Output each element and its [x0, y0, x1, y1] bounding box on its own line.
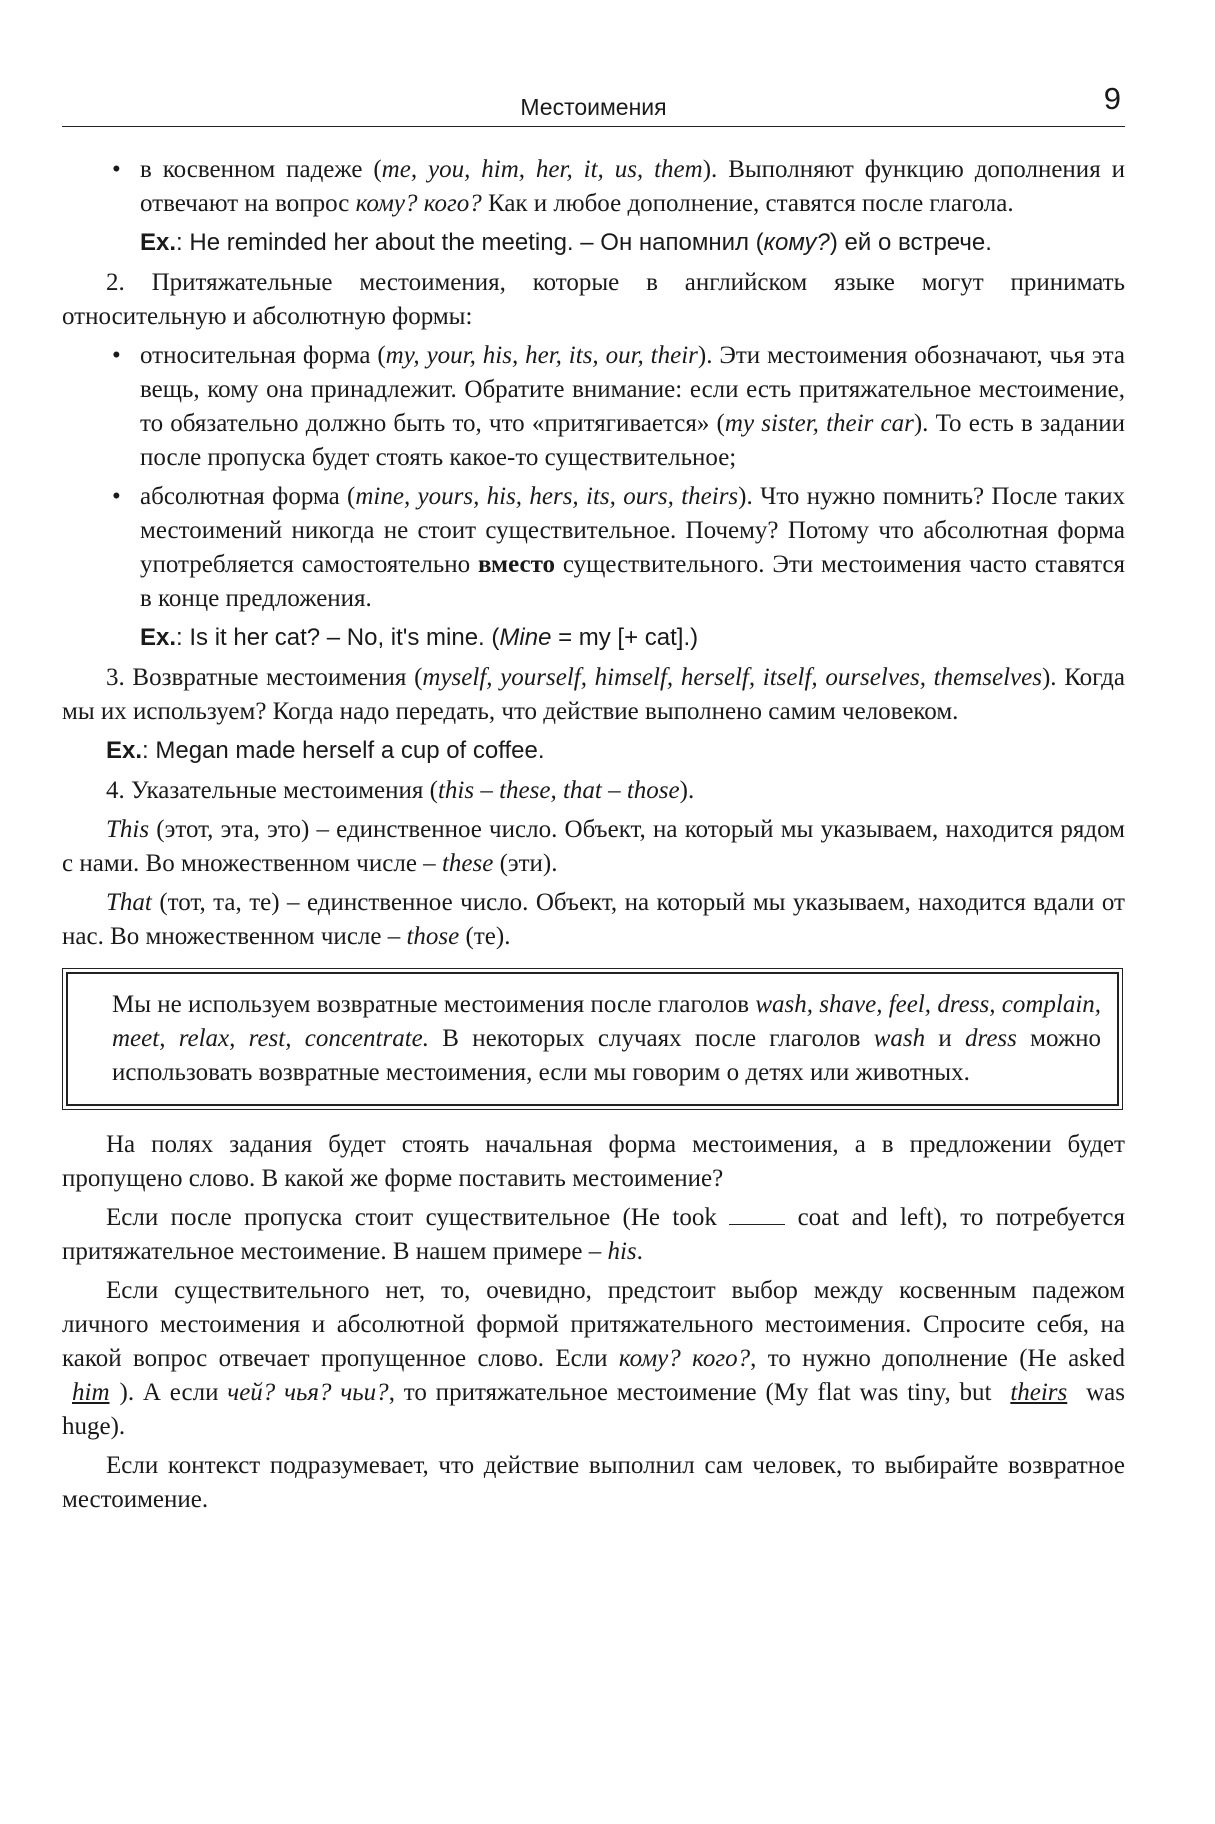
text-span: ). Что нужно помнить? После таких местоимений никогда не стоит существительное. Почему? Потому что абсолютная форма употребляется самостоятельно — [140, 483, 1125, 578]
text-span: was huge). — [62, 1379, 1125, 1440]
text-span: , то нужно дополнение (He asked — [750, 1345, 1125, 1372]
text-span: 4. Указательные местоимения ( — [106, 777, 438, 804]
italic-question: кому? кого? — [618, 1345, 751, 1372]
task-paragraph-1: На полях задания будет стоять начальная форма местоимения, а в предложении будет пропущено слово. В какой же форме поставить местоимение? — [62, 1131, 1125, 1192]
text-span: абсолютная форма ( — [140, 483, 356, 510]
text-span: (этот, эта, это) – единственное число. Объект, на который мы указываем, находится рядом с нами. Во множественном числе – — [62, 816, 1125, 877]
italic-example: my sister, their car — [724, 410, 914, 437]
text-span: В некоторых случаях после глаголов — [429, 1025, 874, 1052]
example-3 — [62, 734, 1125, 768]
italic-word: wash — [873, 1025, 926, 1052]
example-text: = my [+ cat].) — [551, 624, 699, 651]
italic-forms: me, you, him, her, it, us, them — [381, 156, 703, 183]
text-span: , то притяжательное местоимение (My flat was tiny, but — [388, 1379, 1001, 1406]
bullet-objective-case — [62, 153, 1125, 221]
text-span: существительного. Эти местоимения часто ставятся в конце предложения. — [140, 551, 1125, 612]
example-text: : Is it her cat? – No, it's mine. ( — [176, 624, 500, 651]
running-title: Местоимения — [520, 94, 667, 120]
filled-blank: theirs — [1010, 1379, 1068, 1406]
note-text — [112, 988, 1101, 1090]
text-span: 3. Возвратные местоимения ( — [106, 664, 423, 691]
note-box — [66, 972, 1119, 1106]
italic-word: Mine — [499, 624, 552, 651]
that-paragraph — [62, 886, 1125, 954]
blank-line — [729, 1202, 785, 1225]
example-label: Ex. — [140, 624, 177, 651]
text-span: ). Эти местоимения обозначают, чья эта вещь, кому она принадлежит. Обратите внимание: если есть притяжательное местоимение, то обязательно должно быть то, что «притягивается» ( — [140, 342, 1125, 437]
text-span: . — [636, 1238, 643, 1265]
text-span: (тот, та, те) – единственное число. Объект, на который мы указываем, находится вдали от нас. Во множественном числе – — [62, 889, 1125, 950]
text-span: ). А если — [119, 1379, 228, 1406]
text-span: (эти). — [493, 850, 558, 877]
italic-forms: mine, yours, his, hers, its, ours, theirs — [355, 483, 739, 510]
bullet-icon: • — [112, 156, 121, 183]
italic-word: those — [406, 923, 460, 950]
example-label: Ex. — [106, 737, 143, 764]
text-span: в косвенном падеже ( — [140, 156, 382, 183]
text-span: и — [925, 1025, 966, 1052]
example-1 — [62, 226, 1125, 260]
text-span: coat and left), то потребуется притяжательное местоимение. В нашем примере – — [62, 1204, 1125, 1265]
text-span: (те). — [459, 923, 511, 950]
this-paragraph — [62, 813, 1125, 881]
italic-word: dress — [965, 1025, 1017, 1052]
section-4-demonstrative — [62, 774, 1125, 808]
example-2 — [62, 621, 1125, 655]
example-text: ) ей о встрече. — [829, 229, 992, 256]
italic-forms: my, your, his, her, its, our, their — [385, 342, 698, 369]
text-span: ). Выполняют функцию дополнения и отвечают на вопрос — [140, 156, 1125, 217]
italic-forms: myself, yourself, himself, herself, itself, ourselves, themselves — [422, 664, 1042, 691]
example-label: Ex. — [140, 229, 177, 256]
italic-question: кому? — [763, 229, 830, 256]
bullet-icon: • — [112, 483, 121, 510]
page-header — [62, 81, 1125, 127]
text-span: Мы не используем возвратные местоимения после глаголов — [112, 991, 756, 1018]
section-3-reflexive — [62, 661, 1125, 729]
italic-word: This — [106, 816, 150, 843]
task-paragraph-2 — [62, 1201, 1125, 1269]
italic-question: чей? чья? чьи? — [227, 1379, 389, 1406]
text-span: Если после пропуска стоит существительное (He took — [106, 1204, 730, 1231]
italic-forms: this – these, that – those — [437, 777, 680, 804]
section-2-possessive: 2. Притяжательные местоимения, которые в английском языке могут принимать относительную и абсолютную формы: — [62, 269, 1125, 330]
italic-verbs: wash, shave, feel, dress, complain, meet, relax, rest, concentrate. — [112, 991, 1102, 1052]
italic-word: these — [441, 850, 494, 877]
text-span: можно использовать возвратные местоимения, если мы говорим о детях или животных. — [112, 1025, 1101, 1086]
bold-word: вместо — [477, 551, 556, 578]
italic-word: That — [106, 889, 152, 916]
text-span: Если существительного нет, то, очевидно, предстоит выбор между косвенным падежом личного местоимения и абсолютной формой притяжательного местоимения. Спросите себя, на какой вопрос отвечает пропущенное слово. Если — [62, 1277, 1125, 1372]
italic-word: his — [607, 1238, 637, 1265]
page-number: 9 — [1103, 81, 1121, 116]
task-paragraph-3 — [62, 1274, 1125, 1444]
bullet-icon: • — [112, 342, 121, 369]
filled-blank: him — [72, 1379, 110, 1406]
bullet-relative-form — [62, 339, 1125, 475]
italic-question: кому? кого? — [355, 190, 482, 217]
bullet-absolute-form — [62, 480, 1125, 616]
text-span: ). — [679, 777, 695, 804]
text-span: Как и любое дополнение, ставятся после глагола. — [481, 190, 1014, 217]
task-paragraph-4: Если контекст подразумевает, что действие выполнил сам человек, то выбирайте возвратное местоимение. — [62, 1452, 1125, 1513]
text-span: относительная форма ( — [140, 342, 386, 369]
example-text: : Megan made herself a cup of coffee. — [142, 737, 545, 764]
example-text: : He reminded her about the meeting. – Он напомнил ( — [176, 229, 764, 256]
text-span: ). Когда мы их используем? Когда надо передать, что действие выполнено самим человеком. — [62, 664, 1125, 725]
text-span: ). То есть в задании после пропуска будет стоять какое-то существительное; — [140, 410, 1125, 471]
